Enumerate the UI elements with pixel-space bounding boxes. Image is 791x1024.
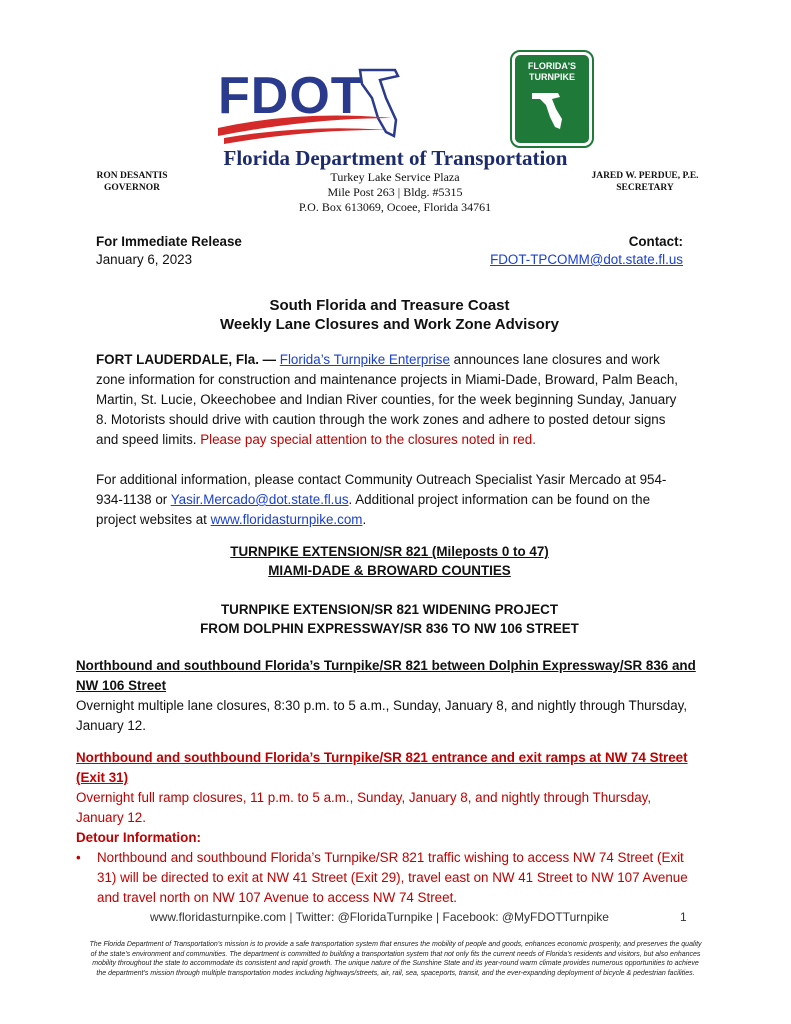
page-number: 1 bbox=[680, 910, 687, 924]
section-line1: TURNPIKE EXTENSION/SR 821 (Mileposts 0 to 47) bbox=[230, 544, 549, 559]
fdot-logo bbox=[210, 58, 405, 146]
secretary-title: SECRETARY bbox=[616, 183, 674, 193]
contact-text3: . bbox=[362, 512, 367, 527]
section-heading bbox=[96, 542, 683, 580]
address-block bbox=[250, 170, 540, 215]
outreach-email-link[interactable]: Yasir.Mercado@dot.state.fl.us bbox=[170, 492, 349, 507]
contact-paragraph bbox=[96, 470, 686, 530]
section-line2: MIAMI-DADE & BROWARD COUNTIES bbox=[268, 563, 511, 578]
florida-map-icon bbox=[530, 87, 574, 131]
headline-line2: Weekly Lane Closures and Work Zone Advisory bbox=[220, 316, 559, 333]
address-line2: Mile Post 263 | Bldg. #5315 bbox=[327, 185, 463, 199]
contact-label: Contact: bbox=[628, 234, 683, 249]
headline bbox=[96, 296, 683, 334]
governor-title: GOVERNOR bbox=[104, 183, 160, 193]
mission-statement: The Florida Department of Transportation’s mission is to provide a safe transportation system that ensures the mobility of people and goods, enhances economic prosperity, and preserves the quality of the state’s environment and communities. The department is committed to building a transportation system that not only fits the current needs of Florida’s residents and visitors, but also enhances mobility throughout the state to accommodate its consistent and rapid growth. The unique nature of the Sunshine State and its year-round warm climate provides numerous opportunities to achieve the department’s mission through multiple transportation modes including highways/streets, air, rail, sea, spaceports, transit, and the ever-expanding deployment of bicycle & pedestrian facilities. bbox=[89, 941, 702, 977]
intro-paragraph bbox=[96, 350, 686, 450]
department-title: Florida Department of Transportation bbox=[223, 146, 568, 170]
fdot-logo-text: FDOT bbox=[218, 67, 364, 125]
detour-bullet-text: Northbound and southbound Florida’s Turnpike/SR 821 traffic wishing to access NW 74 Street (Exit 31) will be directed to exit at NW 41 Street (Exit 29), travel east on NW 41 Street to NW 107 Avenue and travel north on NW 107 Avenue to access NW 74 Street. bbox=[97, 850, 688, 905]
bullet-icon: • bbox=[76, 850, 81, 865]
contact-text2: . Additional project information can be found on the project websites at bbox=[96, 492, 651, 527]
project-heading bbox=[96, 600, 683, 638]
address-line3: P.O. Box 613069, Ocoee, Florida 34761 bbox=[298, 200, 492, 214]
detour-bullet bbox=[76, 848, 696, 908]
release-label: For Immediate Release bbox=[96, 234, 242, 249]
project-line1: TURNPIKE EXTENSION/SR 821 WIDENING PROJECT bbox=[220, 602, 559, 617]
governor-block bbox=[78, 170, 186, 194]
footer-links: www.floridasturnpike.com | Twitter: @FloridaTurnpike | Facebook: @MyFDOTTurnpike bbox=[150, 910, 609, 924]
enterprise-link[interactable]: Florida’s Turnpike Enterprise bbox=[279, 352, 450, 367]
release-date: January 6, 2023 bbox=[96, 252, 193, 267]
closure-2-heading: Northbound and southbound Florida’s Turnpike/SR 821 entrance and exit ramps at NW 74 Street (Exit 31) bbox=[76, 750, 688, 785]
website-link[interactable]: www.floridasturnpike.com bbox=[210, 512, 363, 527]
headline-line1: South Florida and Treasure Coast bbox=[269, 297, 510, 314]
secretary-name: JARED W. PERDUE, P.E. bbox=[591, 171, 699, 181]
turnpike-logo bbox=[512, 52, 592, 146]
turnpike-logo-line2: TURNPIKE bbox=[528, 72, 575, 82]
secretary-block bbox=[580, 170, 710, 194]
turnpike-logo-line1: FLORIDA'S bbox=[527, 61, 577, 71]
closure-2 bbox=[76, 748, 696, 908]
closure-1-detail: Overnight multiple lane closures, 8:30 p.m. to 5 a.m., Sunday, January 8, and nightly through Thursday, January 12. bbox=[76, 698, 688, 733]
contact-text1: For additional information, please contact Community Outreach Specialist Yasir Mercado at 954-934-1138 or bbox=[96, 472, 667, 507]
closure-1-heading: Northbound and southbound Florida’s Turnpike/SR 821 between Dolphin Expressway/SR 836 and NW 106 Street bbox=[76, 658, 696, 693]
project-line2: FROM DOLPHIN EXPRESSWAY/SR 836 TO NW 106 STREET bbox=[200, 621, 579, 636]
governor-name: RON DESANTIS bbox=[96, 171, 168, 181]
red-note: Please pay special attention to the closures noted in red. bbox=[200, 432, 536, 447]
intro-text: announces lane closures and work zone information for construction and maintenance projects in Miami-Dade, Broward, Palm Beach, Martin, St. Lucie, Okeechobee and Indian River counties, for the week beginning Sunday, January 8. Motorists should drive with caution through the work zones and adhere to posted detour signs and speed limits. bbox=[96, 352, 679, 447]
address-line1: Turkey Lake Service Plaza bbox=[330, 170, 460, 184]
contact-email-link[interactable]: FDOT-TPCOMM@dot.state.fl.us bbox=[490, 252, 683, 267]
closure-2-detail: Overnight full ramp closures, 11 p.m. to 5 a.m., Sunday, January 8, and nightly through Thursday, January 12. bbox=[76, 790, 652, 825]
closure-1 bbox=[76, 656, 696, 736]
detour-label: Detour Information: bbox=[76, 830, 201, 845]
dateline: FORT LAUDERDALE, Fla. — bbox=[96, 352, 277, 367]
